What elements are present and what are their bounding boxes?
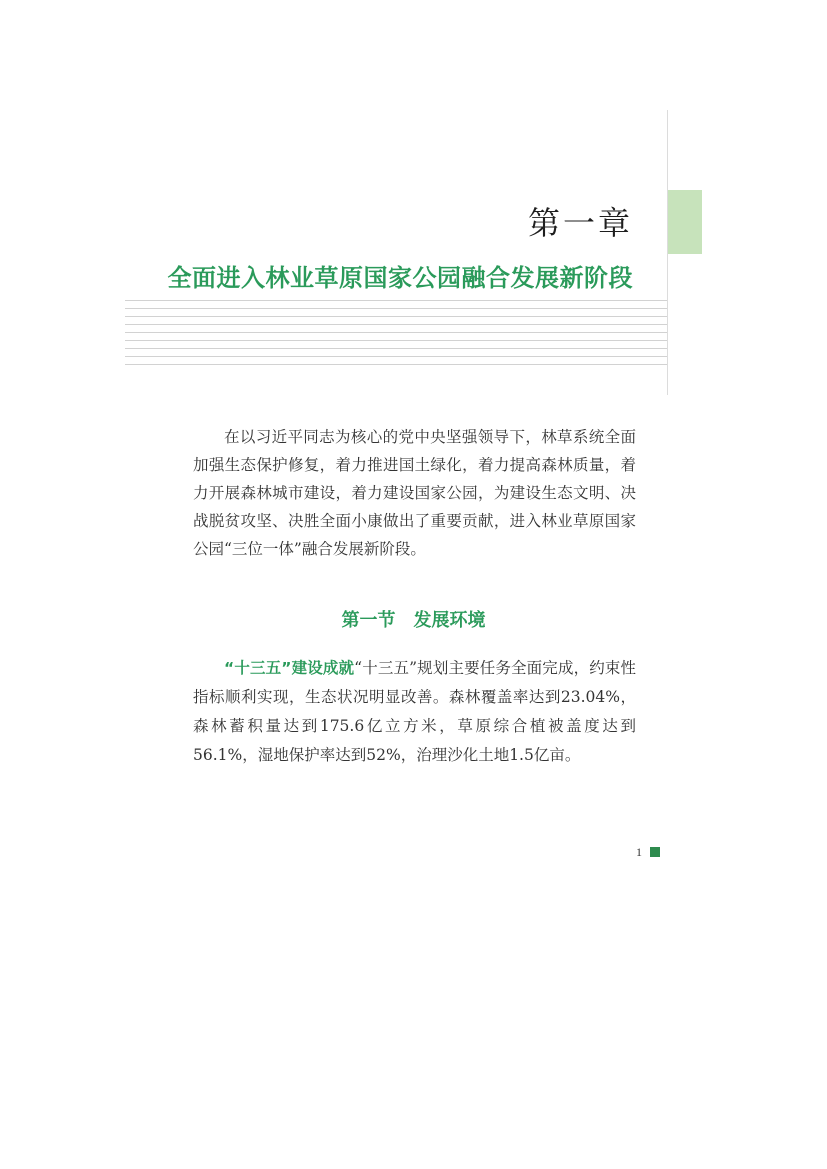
rule-line — [125, 340, 667, 341]
chapter-number: 第一章 — [527, 204, 633, 242]
paragraph-body: “十三五”规划主要任务全面完成，约束性指标顺利实现，生态状况明显改善。森林覆盖率达到23.04%，森林蓄积量达到175.6亿立方米，草原综合植被盖度达到56.1%，湿地保护率达到52%，治理沙化土地1.5亿亩。 — [193, 659, 637, 764]
chapter-tab — [668, 190, 702, 254]
rule-line — [125, 364, 667, 365]
intro-paragraph: 在以习近平同志为核心的党中央坚强领导下，林草系统全面加强生态保护修复，着力推进国土绿化，着力提高森林质量，着力开展森林城市建设，着力建设国家公园，为建设生态文明、决战脱贫攻坚、决胜全面小康做出了重要贡献，进入林业草原国家公园“三位一体”融合发展新阶段。 — [193, 428, 636, 558]
rule-line — [125, 324, 667, 325]
section-heading: 第一节 发展环境 — [341, 610, 486, 631]
folio-square-icon — [650, 847, 660, 857]
rule-line — [125, 316, 667, 317]
rule-line — [125, 332, 667, 333]
achievements-paragraph — [193, 654, 636, 770]
paragraph-lead: “十三五”建设成就 — [224, 659, 355, 677]
page-number: 1 — [636, 845, 642, 859]
rule-line — [125, 308, 667, 309]
decorative-rules — [125, 300, 667, 370]
rule-line — [125, 356, 667, 357]
rule-line — [125, 348, 667, 349]
chapter-title: 全面进入林业草原国家公园融合发展新阶段 — [167, 264, 633, 292]
rule-line — [125, 300, 667, 301]
